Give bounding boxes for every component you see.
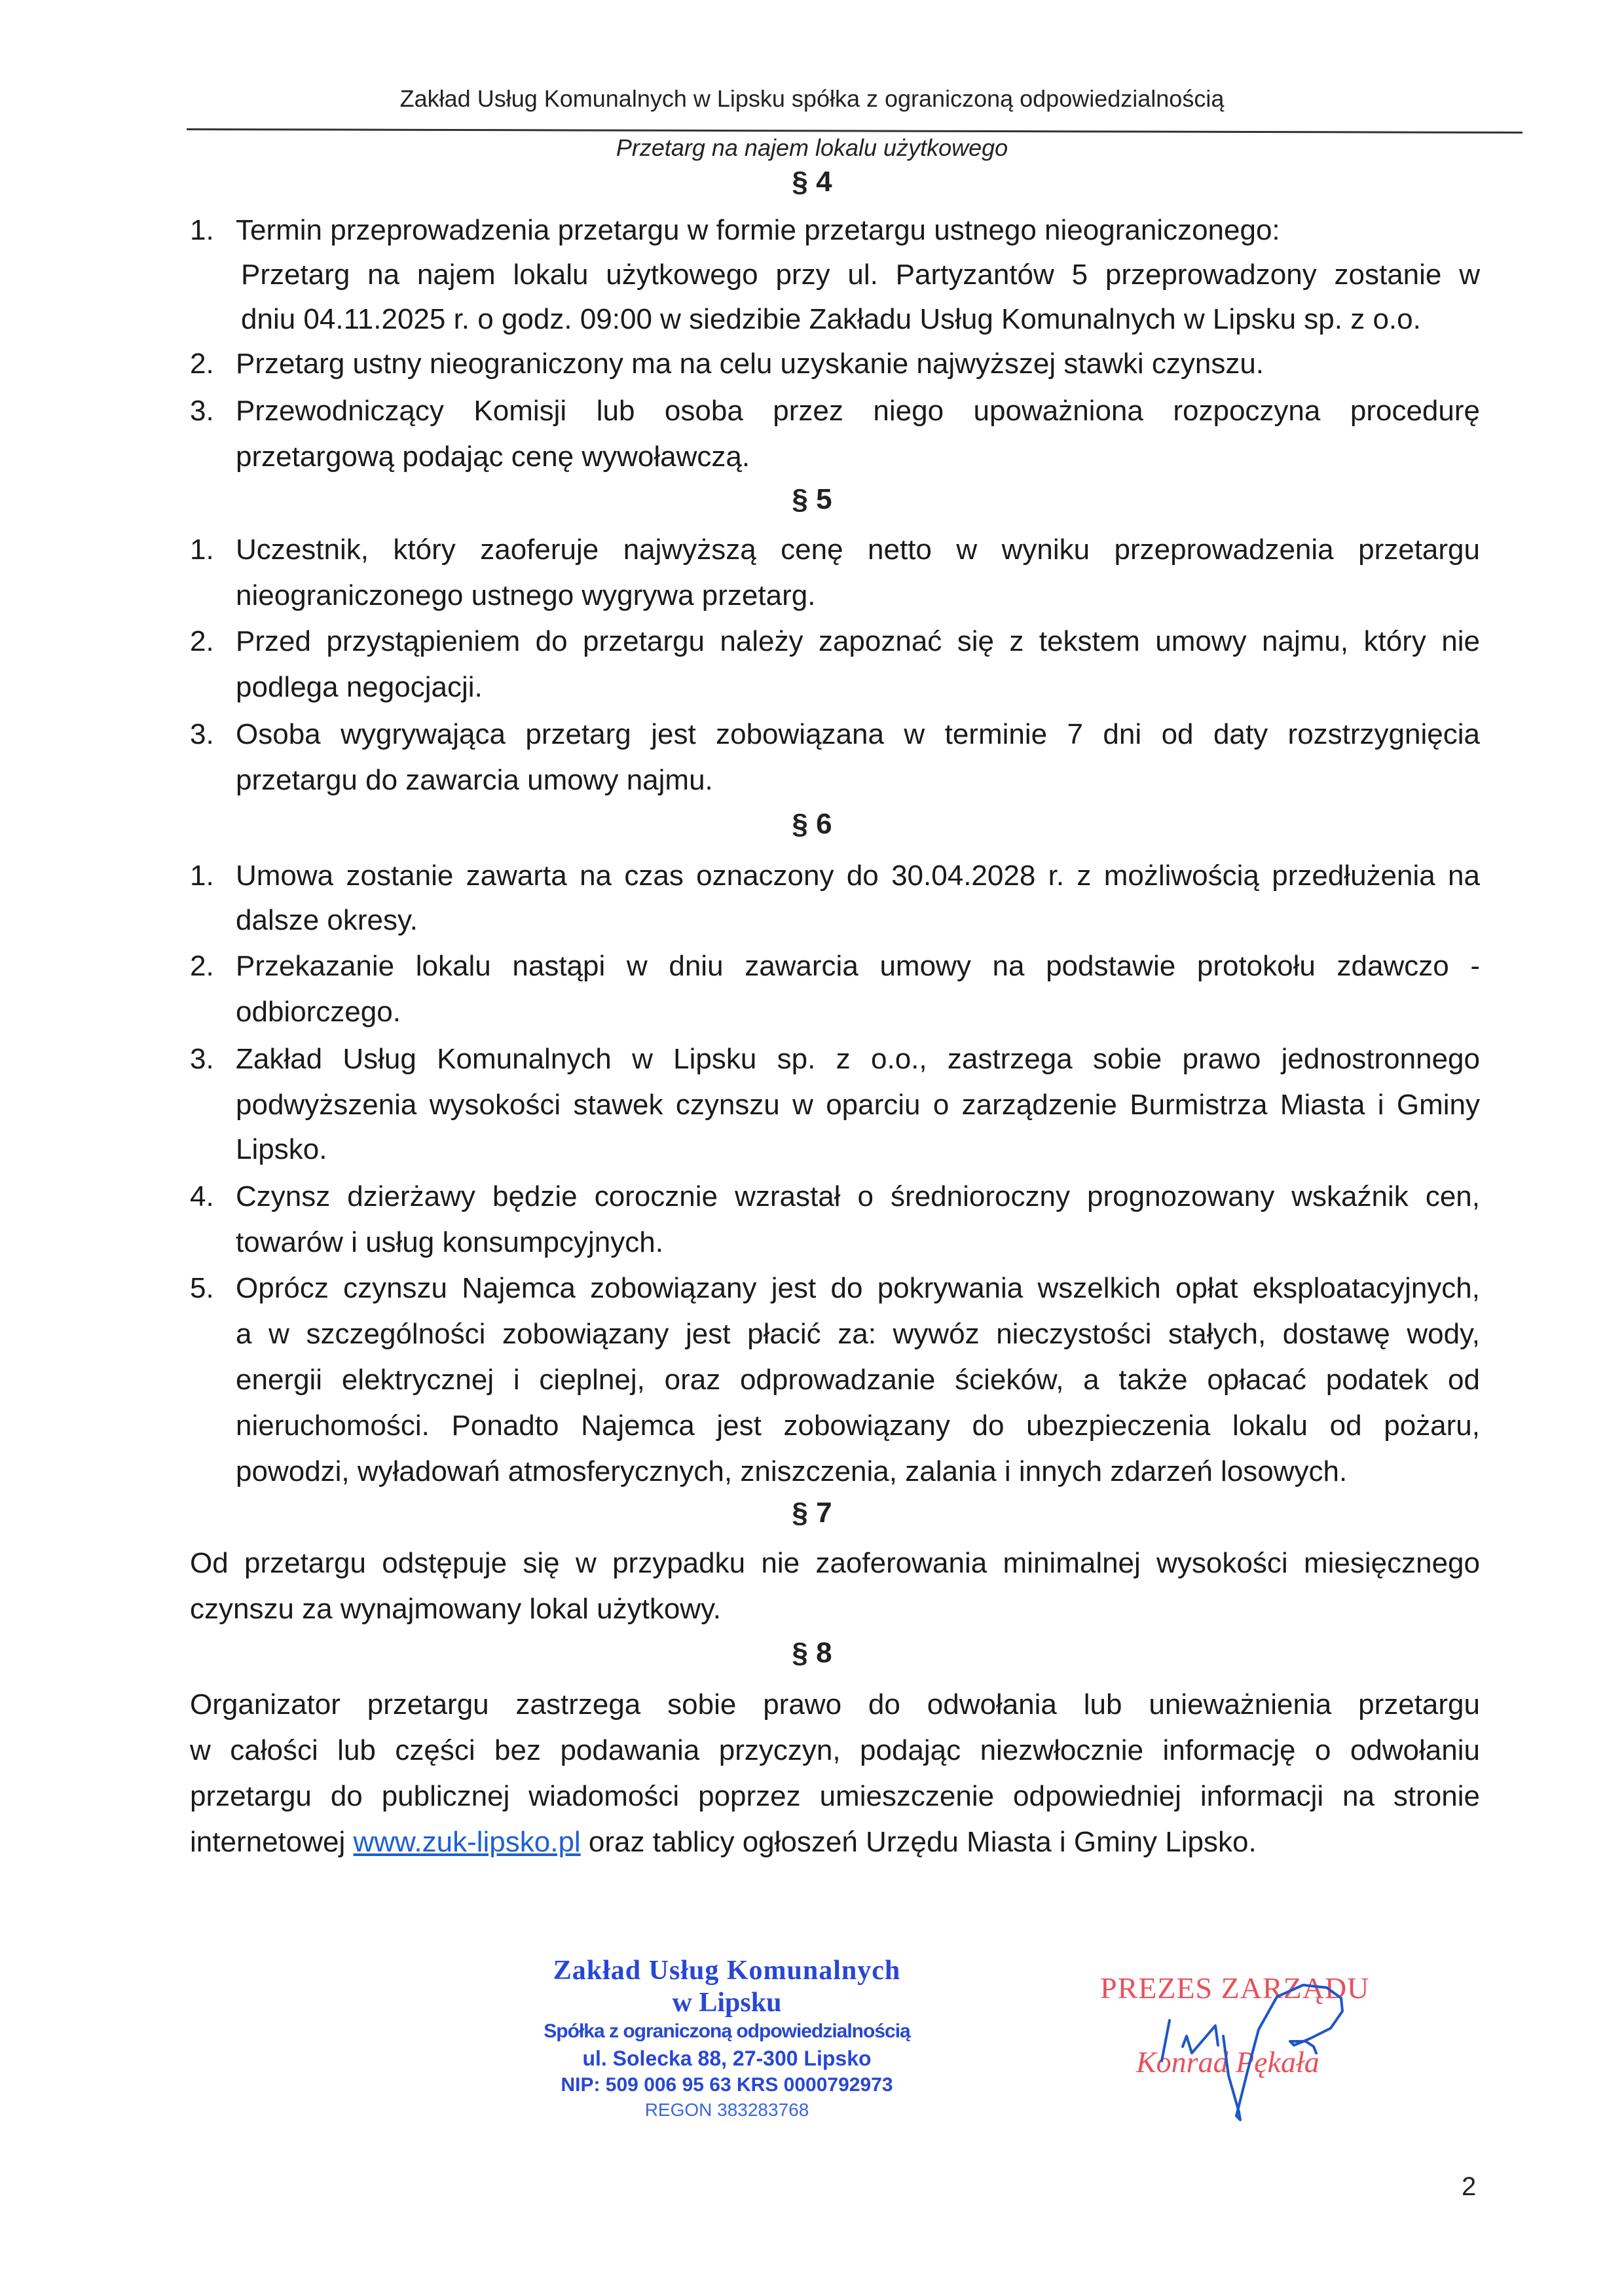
- handwritten-signature-icon: [1087, 1951, 1441, 2128]
- paragraph-line: czynszu za wynajmowany lokal użytkowy.: [190, 1593, 722, 1625]
- item-text-line: Lipsko.: [236, 1133, 327, 1165]
- signature-stroke: [1223, 1985, 1342, 2120]
- signature-stroke: [1183, 2026, 1218, 2053]
- item-text-line: Przekazanie lokalu nastąpi w dniu zawarcia umowy na podstawie protokołu zdawczo -: [236, 950, 1480, 982]
- item-text-line: energii elektrycznej i cieplnej, oraz odprowadzanie ścieków, a także opłacać podatek od: [236, 1364, 1480, 1396]
- stamp-tax-ids: NIP: 509 006 95 63 KRS 0000792973: [561, 2074, 893, 2096]
- stamp-regon: REGON 383283768: [644, 2100, 809, 2120]
- paragraph-line: [190, 1820, 1480, 1865]
- item-text-line: Termin przeprowadzenia przetargu w formie przetargu ustnego nieograniczonego:: [236, 214, 1280, 246]
- item-number: 4.: [190, 1180, 214, 1212]
- section-5-title: § 5: [792, 483, 832, 515]
- item-text-line: dniu 04.11.2025 r. o godz. 09:00 w siedzibie Zakładu Usług Komunalnych w Lipsku sp. z o.o.: [241, 303, 1421, 335]
- section-6-title: § 6: [792, 808, 832, 840]
- section-4-title: § 4: [792, 166, 832, 198]
- item-number: 3.: [190, 1043, 214, 1075]
- item-number: 1.: [190, 860, 214, 892]
- item-number: 1.: [190, 214, 214, 246]
- signature-title-stamp: PREZES ZARZĄDU: [1100, 1971, 1370, 2005]
- item-text-line: Przed przystąpieniem do przetargu należy zapoznać się z tekstem umowy najmu, który nie: [236, 625, 1480, 657]
- header-company-name: Zakład Usług Komunalnych w Lipsku spółka z ograniczoną odpowiedzialnością: [399, 85, 1225, 112]
- website-link[interactable]: www.zuk-lipsko.pl: [353, 1826, 581, 1858]
- item-text-line: Przetarg na najem lokalu użytkowego przy ul. Partyzantów 5 przeprowadzony zostanie w: [241, 259, 1480, 291]
- item-text-line: Przewodniczący Komisji lub osoba przez niego upoważniona rozpoczyna procedurę: [236, 395, 1480, 427]
- section-7-title: § 7: [792, 1497, 832, 1529]
- item-text-line: Zakład Usług Komunalnych w Lipsku sp. z o.o., zastrzega sobie prawo jednostronnego: [236, 1043, 1480, 1075]
- item-text-line: odbiorczego.: [236, 996, 401, 1028]
- item-text-line: Czynsz dzierżawy będzie corocznie wzrastał o średnioroczny prognozowany wskaźnik cen,: [236, 1180, 1480, 1212]
- item-text-line: towarów i usług konsumpcyjnych.: [236, 1226, 663, 1258]
- paragraph-line: Organizator przetargu zastrzega sobie prawo do odwołania lub unieważnienia przetargu: [190, 1688, 1480, 1721]
- item-text-line: nieruchomości. Ponadto Najemca jest zobowiązany do ubezpieczenia lokalu od pożaru,: [236, 1410, 1480, 1442]
- item-number: 2.: [190, 625, 214, 657]
- company-stamp: [524, 1954, 930, 2122]
- page-number: 2: [1462, 2172, 1477, 2201]
- item-text-line: Oprócz czynszu Najemca zobowiązany jest do pokrywania wszelkich opłat eksploatacyjnych,: [236, 1272, 1480, 1304]
- item-number: 2.: [190, 348, 214, 380]
- stamp-address: ul. Solecka 88, 27-300 Lipsko: [582, 2047, 872, 2070]
- paragraph-text: oraz tablicy ogłoszeń Urzędu Miasta i Gminy Lipsko.: [580, 1826, 1257, 1858]
- section-8-title: § 8: [792, 1637, 832, 1669]
- item-number: 1.: [190, 534, 214, 566]
- item-text-line: Przetarg ustny nieograniczony ma na celu uzyskanie najwyższej stawki czynszu.: [236, 348, 1264, 380]
- item-text-line: nieograniczonego ustnego wygrywa przetarg.: [236, 579, 816, 611]
- item-text-line: Umowa zostanie zawarta na czas oznaczony do 30.04.2028 r. z możliwością przedłużenia na: [236, 860, 1480, 892]
- item-text-line: Uczestnik, który zaoferuje najwyższą cenę netto w wyniku przeprowadzenia przetargu: [236, 534, 1480, 566]
- paragraph-line: przetargu do publicznej wiadomości poprzez umieszczenie odpowiedniej informacji na stronie: [190, 1780, 1480, 1812]
- item-text-line: a w szczególności zobowiązany jest płacić za: wywóz nieczystości stałych, dostawę wody,: [236, 1318, 1480, 1350]
- item-text-line: powodzi, wyładowań atmosferycznych, zniszczenia, zalania i innych zdarzeń losowych.: [236, 1455, 1348, 1487]
- item-text-line: podlega negocjacji.: [236, 671, 483, 703]
- item-text-line: podwyższenia wysokości stawek czynszu w oparciu o zarządzenie Burmistrza Miasta i Gminy: [236, 1089, 1480, 1121]
- item-number: 3.: [190, 718, 214, 750]
- stamp-legal-form: Spółka z ograniczoną odpowiedzialnością: [544, 2020, 910, 2042]
- item-text-line: Osoba wygrywająca przetarg jest zobowiązana w terminie 7 dni od daty rozstrzygnięcia: [236, 718, 1480, 750]
- signature-name-stamp: Konrad Pękała: [1136, 2045, 1320, 2079]
- item-text-line: dalsze okresy.: [236, 904, 418, 936]
- stamp-city: w Lipsku: [672, 1988, 782, 2018]
- paragraph-text: internetowej: [190, 1826, 354, 1858]
- header-divider: [187, 128, 1522, 134]
- item-number: 5.: [190, 1272, 214, 1304]
- item-number: 3.: [190, 395, 214, 427]
- paragraph-line: w całości lub części bez podawania przyczyn, podając niezwłocznie informację o odwołaniu: [190, 1734, 1480, 1766]
- item-number: 2.: [190, 950, 214, 982]
- paragraph-line: Od przetargu odstępuje się w przypadku nie zaoferowania minimalnej wysokości miesięcznego: [190, 1547, 1480, 1579]
- stamp-company-name: Zakład Usług Komunalnych: [553, 1956, 901, 1986]
- signature-stroke: [1162, 2020, 1170, 2061]
- item-text-line: przetargu do zawarcia umowy najmu.: [236, 764, 713, 796]
- item-text-line: przetargową podając cenę wywoławczą.: [236, 441, 750, 473]
- header-subtitle: Przetarg na najem lokalu użytkowego: [616, 134, 1008, 161]
